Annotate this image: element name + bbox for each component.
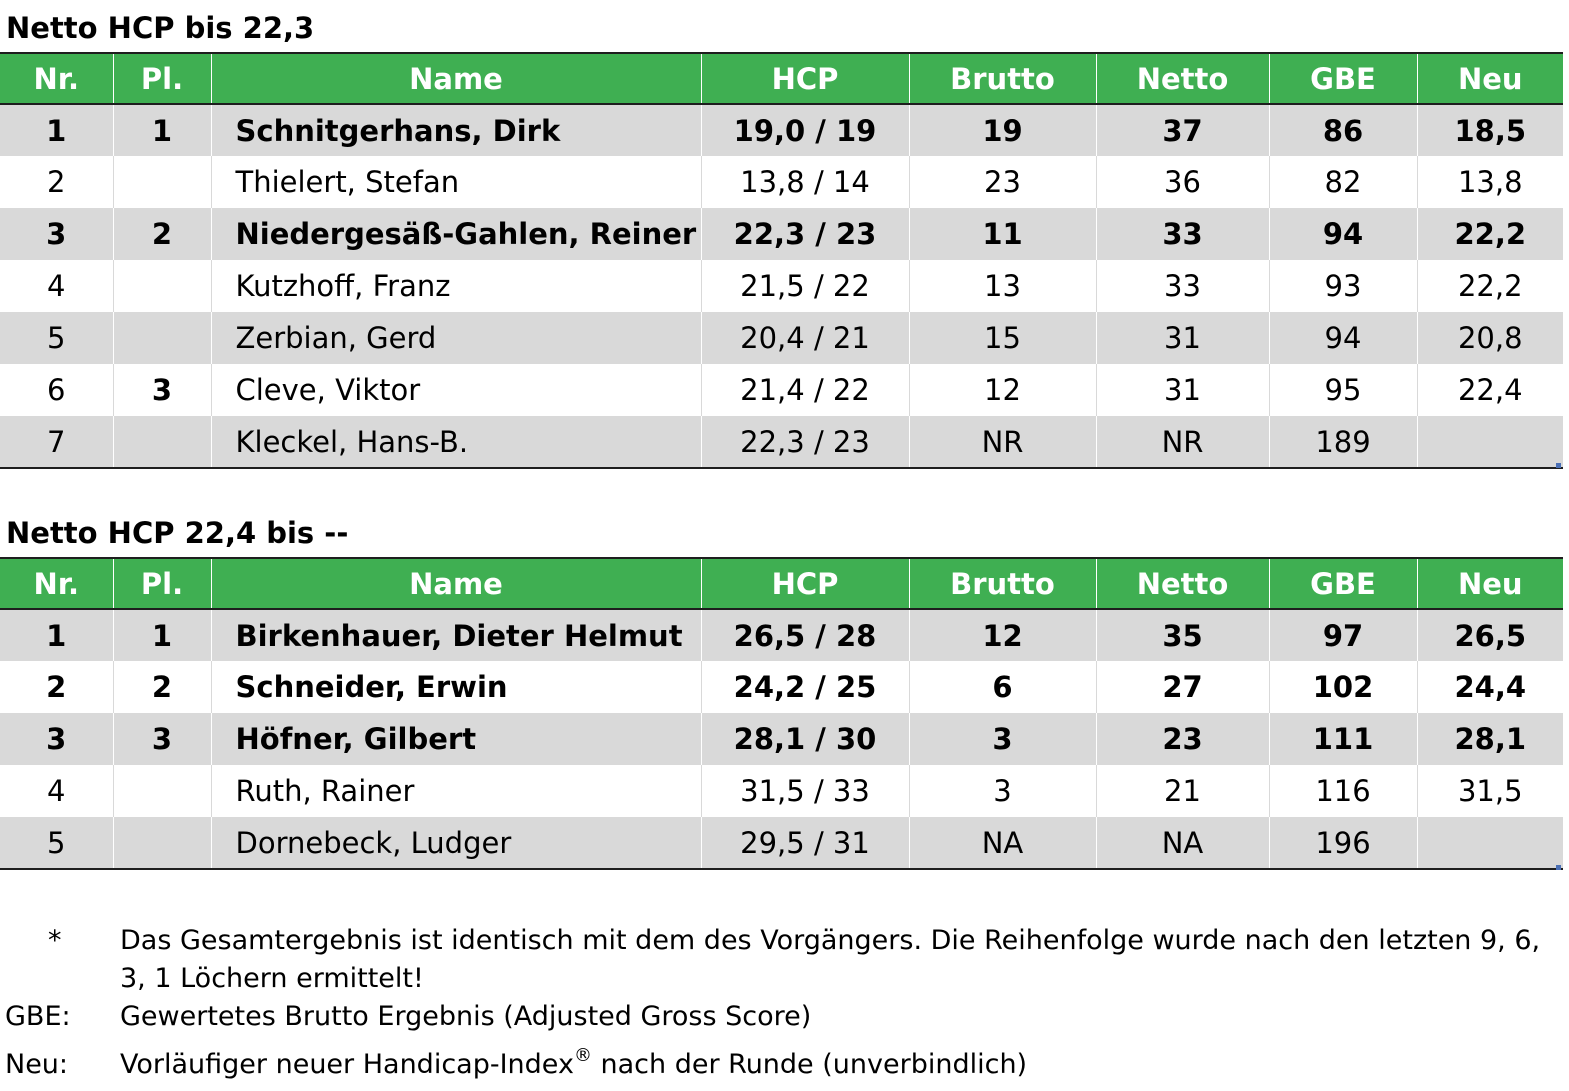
cell-netto: NR [1096, 416, 1269, 468]
cell-pl: 1 [113, 609, 211, 661]
cell-name: Zerbian, Gerd [211, 312, 701, 364]
results-table-1 [0, 52, 1563, 469]
table-row [0, 416, 1563, 468]
cell-gbe: 94 [1269, 312, 1417, 364]
column-header-name: Name [211, 53, 701, 104]
column-header-netto: Netto [1096, 53, 1269, 104]
cell-neu: 13,8 [1417, 156, 1563, 208]
cell-name: Ruth, Rainer [211, 765, 701, 817]
cell-name: Kutzhoff, Franz [211, 260, 701, 312]
cell-pl: 3 [113, 713, 211, 765]
cell-name: Cleve, Viktor [211, 364, 701, 416]
cell-brutto: 3 [909, 765, 1096, 817]
cell-pl: 3 [113, 364, 211, 416]
section-title-1: Netto HCP bis 22,3 [6, 11, 315, 45]
cell-netto: 27 [1096, 661, 1269, 713]
cell-pl [113, 312, 211, 364]
cell-gbe: 189 [1269, 416, 1417, 468]
cell-brutto: 19 [909, 104, 1096, 156]
footnote-star-key: * [48, 925, 62, 956]
cell-nr: 7 [0, 416, 113, 468]
table-row [0, 312, 1563, 364]
cell-neu: 20,8 [1417, 312, 1563, 364]
footnote-neu-text [120, 1045, 1028, 1080]
table-row [0, 156, 1563, 208]
cell-hcp: 29,5 / 31 [701, 817, 909, 869]
cell-neu: 22,4 [1417, 364, 1563, 416]
column-header-hcp: HCP [701, 558, 909, 609]
cell-hcp: 13,8 / 14 [701, 156, 909, 208]
cell-pl: 2 [113, 661, 211, 713]
cell-brutto: NA [909, 817, 1096, 869]
cell-neu [1417, 416, 1563, 468]
table-row [0, 609, 1563, 661]
cell-nr: 2 [0, 156, 113, 208]
cell-brutto: NR [909, 416, 1096, 468]
cell-brutto: 15 [909, 312, 1096, 364]
cell-netto: NA [1096, 817, 1269, 869]
cell-netto: 23 [1096, 713, 1269, 765]
cell-hcp: 22,3 / 23 [701, 416, 909, 468]
cell-gbe: 97 [1269, 609, 1417, 661]
cell-gbe: 102 [1269, 661, 1417, 713]
cell-gbe: 95 [1269, 364, 1417, 416]
footnote-neu [0, 1046, 1569, 1084]
cell-nr: 5 [0, 312, 113, 364]
cell-gbe: 86 [1269, 104, 1417, 156]
cell-brutto: 12 [909, 364, 1096, 416]
cell-netto: 33 [1096, 208, 1269, 260]
table-header-row [0, 53, 1563, 104]
section-title-2: Netto HCP 22,4 bis -- [6, 516, 349, 550]
column-header-netto: Netto [1096, 558, 1269, 609]
footnote-gbe [0, 998, 1569, 1036]
cell-hcp: 24,2 / 25 [701, 661, 909, 713]
footnote-neu-text-before: Vorläufiger neuer Handicap-Index [120, 1049, 574, 1080]
cell-pl [113, 156, 211, 208]
footnote-neu-text-after: nach der Runde (unverbindlich) [591, 1049, 1028, 1080]
cell-netto: 37 [1096, 104, 1269, 156]
table-row [0, 104, 1563, 156]
footnote-star [0, 922, 1569, 998]
column-header-pl: Pl. [113, 558, 211, 609]
cell-nr: 2 [0, 661, 113, 713]
cell-netto: 31 [1096, 312, 1269, 364]
cell-hcp: 22,3 / 23 [701, 208, 909, 260]
cell-gbe: 93 [1269, 260, 1417, 312]
cell-nr: 4 [0, 765, 113, 817]
column-header-neu: Neu [1417, 53, 1563, 104]
cell-nr: 5 [0, 817, 113, 869]
column-header-neu: Neu [1417, 558, 1563, 609]
cell-name: Schnitgerhans, Dirk [211, 104, 701, 156]
cell-gbe: 116 [1269, 765, 1417, 817]
cell-gbe: 94 [1269, 208, 1417, 260]
cell-hcp: 20,4 / 21 [701, 312, 909, 364]
cell-nr: 3 [0, 713, 113, 765]
cell-marker-icon [1556, 865, 1561, 870]
cell-nr: 1 [0, 609, 113, 661]
cell-name: Kleckel, Hans-B. [211, 416, 701, 468]
table-row [0, 364, 1563, 416]
footnotes [0, 922, 1569, 1084]
cell-pl [113, 765, 211, 817]
cell-netto: 21 [1096, 765, 1269, 817]
cell-pl [113, 817, 211, 869]
column-header-nr: Nr. [0, 53, 113, 104]
cell-brutto: 6 [909, 661, 1096, 713]
registered-mark: ® [573, 1045, 592, 1066]
cell-brutto: 12 [909, 609, 1096, 661]
cell-hcp: 21,5 / 22 [701, 260, 909, 312]
cell-name: Schneider, Erwin [211, 661, 701, 713]
cell-pl: 2 [113, 208, 211, 260]
results-table-2 [0, 557, 1563, 870]
table-row [0, 208, 1563, 260]
cell-gbe: 82 [1269, 156, 1417, 208]
cell-name: Dornebeck, Ludger [211, 817, 701, 869]
cell-neu: 26,5 [1417, 609, 1563, 661]
table-row [0, 817, 1563, 869]
cell-neu [1417, 817, 1563, 869]
cell-brutto: 3 [909, 713, 1096, 765]
footnote-gbe-text: Gewertetes Brutto Ergebnis (Adjusted Gross Score) [120, 1001, 812, 1032]
cell-pl [113, 416, 211, 468]
table-row [0, 765, 1563, 817]
footnote-gbe-key: GBE: [5, 1001, 71, 1032]
cell-neu: 28,1 [1417, 713, 1563, 765]
column-header-brutto: Brutto [909, 558, 1096, 609]
cell-hcp: 31,5 / 33 [701, 765, 909, 817]
cell-netto: 36 [1096, 156, 1269, 208]
cell-nr: 1 [0, 104, 113, 156]
cell-name: Thielert, Stefan [211, 156, 701, 208]
cell-nr: 6 [0, 364, 113, 416]
cell-pl: 1 [113, 104, 211, 156]
column-header-pl: Pl. [113, 53, 211, 104]
footnote-star-text: Das Gesamtergebnis ist identisch mit dem des Vorgängers. Die Reihenfolge wurde nach den letzten 9, 6, 3, 1 Löchern ermittelt! [120, 925, 1541, 994]
cell-brutto: 23 [909, 156, 1096, 208]
column-header-gbe: GBE [1269, 53, 1417, 104]
column-header-gbe: GBE [1269, 558, 1417, 609]
cell-neu: 22,2 [1417, 260, 1563, 312]
footnote-neu-key: Neu: [5, 1049, 69, 1080]
cell-hcp: 19,0 / 19 [701, 104, 909, 156]
cell-neu: 18,5 [1417, 104, 1563, 156]
cell-neu: 31,5 [1417, 765, 1563, 817]
cell-hcp: 28,1 / 30 [701, 713, 909, 765]
cell-name: Birkenhauer, Dieter Helmut [211, 609, 701, 661]
column-header-hcp: HCP [701, 53, 909, 104]
cell-marker-icon [1556, 463, 1561, 468]
table-row [0, 661, 1563, 713]
cell-neu: 22,2 [1417, 208, 1563, 260]
table-row [0, 260, 1563, 312]
cell-name: Niedergesäß-Gahlen, Reiner [211, 208, 701, 260]
cell-hcp: 26,5 / 28 [701, 609, 909, 661]
cell-hcp: 21,4 / 22 [701, 364, 909, 416]
column-header-nr: Nr. [0, 558, 113, 609]
cell-nr: 3 [0, 208, 113, 260]
cell-brutto: 13 [909, 260, 1096, 312]
column-header-name: Name [211, 558, 701, 609]
cell-name: Höfner, Gilbert [211, 713, 701, 765]
cell-netto: 35 [1096, 609, 1269, 661]
cell-netto: 33 [1096, 260, 1269, 312]
column-header-brutto: Brutto [909, 53, 1096, 104]
cell-gbe: 196 [1269, 817, 1417, 869]
cell-netto: 31 [1096, 364, 1269, 416]
cell-pl [113, 260, 211, 312]
cell-neu: 24,4 [1417, 661, 1563, 713]
table-row [0, 713, 1563, 765]
table-header-row [0, 558, 1563, 609]
cell-nr: 4 [0, 260, 113, 312]
cell-gbe: 111 [1269, 713, 1417, 765]
cell-brutto: 11 [909, 208, 1096, 260]
